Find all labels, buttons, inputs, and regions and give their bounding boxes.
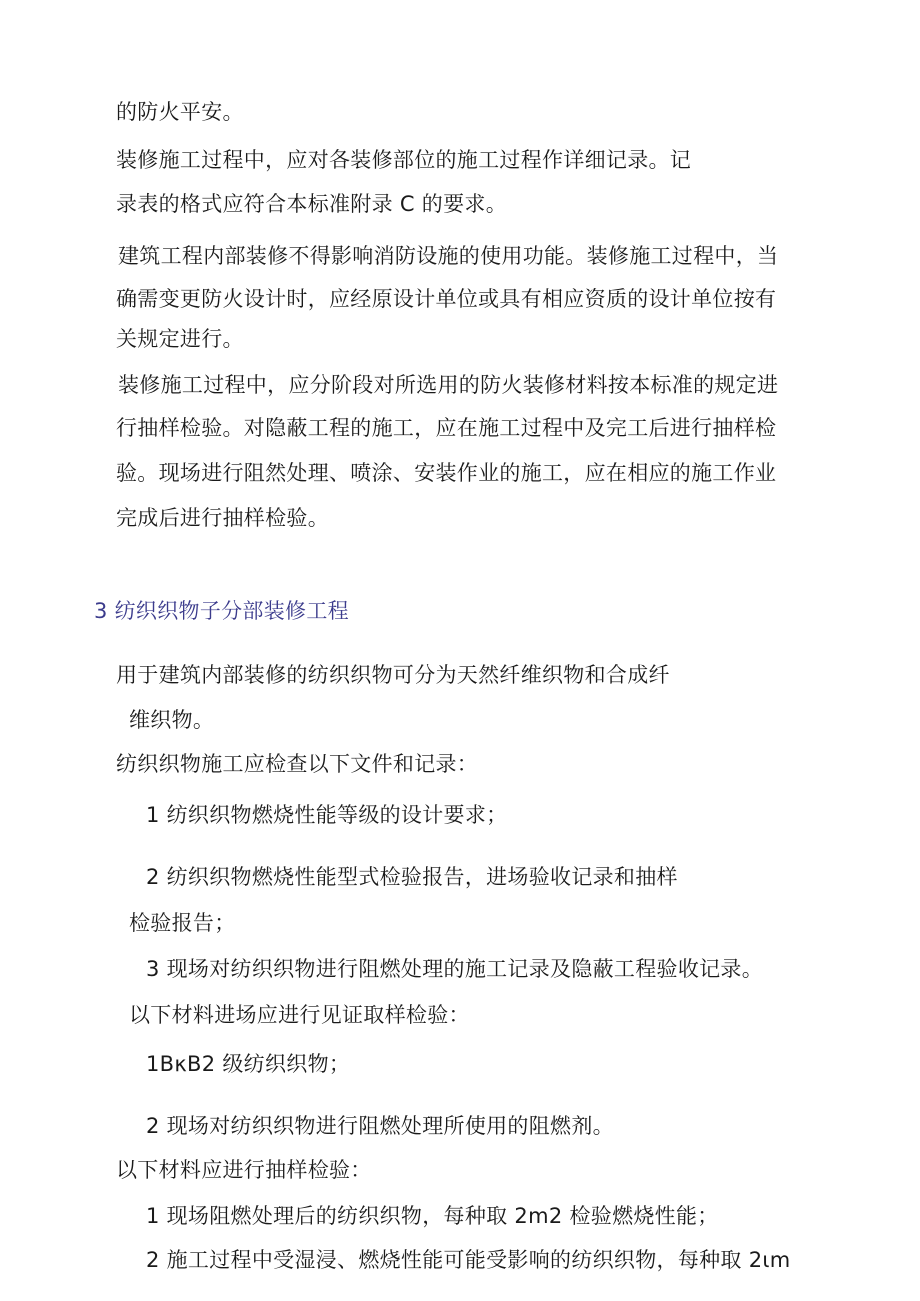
list-item: 检验报告；	[129, 911, 236, 935]
text-line: 的防火平安。	[116, 100, 244, 124]
text-line: 完成后进行抽样检验。	[116, 506, 329, 530]
section-heading: 3 纺织织物子分部装修工程	[94, 599, 349, 623]
text-line: 验。现场进行阻然处理、喷涂、安装作业的施工，应在相应的施工作业	[116, 461, 777, 485]
text-line: 用于建筑内部装修的纺织织物可分为天然纤维织物和合成纤	[116, 663, 670, 687]
text-line: 维织物。	[129, 708, 215, 732]
list-item: 1 纺织织物燃烧性能等级的设计要求；	[146, 803, 508, 827]
text-line: 装修施工过程中，应分阶段对所选用的防火装修材料按本标准的规定进	[118, 373, 779, 397]
text-line: 建筑工程内部装修不得影响消防设施的使用功能。装修施工过程中，当	[118, 244, 779, 268]
text-line: 以下材料进场应进行见证取样检验：	[129, 1003, 470, 1027]
text-line: 纺织织物施工应检查以下文件和记录：	[116, 752, 479, 776]
list-item: 2 纺织织物燃烧性能型式检验报告，进场验收记录和抽样	[146, 865, 678, 889]
text-line: 以下材料应进行抽样检验：	[116, 1158, 372, 1182]
list-item: 3 现场对纺织织物进行阻燃处理的施工记录及隐蔽工程验收记录。	[146, 957, 764, 981]
list-item: 1 现场阻燃处理后的纺织织物，每种取 2m2 检验燃烧性能；	[146, 1204, 719, 1228]
text-line: 行抽样检验。对隐蔽工程的施工，应在施工过程中及完工后进行抽样检	[116, 416, 777, 440]
text-line: 装修施工过程中，应对各装修部位的施工过程作详细记录。记	[116, 148, 692, 172]
text-line: 确需变更防火设计时，应经原设计单位或具有相应资质的设计单位按有	[116, 287, 777, 311]
list-item: 1BκB2 级纺织织物；	[146, 1052, 351, 1076]
text-line: 关规定进行。	[116, 327, 244, 351]
list-item: 2 现场对纺织织物进行阻燃处理所使用的阻燃剂。	[146, 1114, 614, 1138]
list-item: 2 施工过程中受湿浸、燃烧性能可能受影响的纺织织物，每种取 2ιm	[146, 1248, 791, 1272]
text-line: 录表的格式应符合本标准附录 C 的要求。	[116, 192, 508, 216]
